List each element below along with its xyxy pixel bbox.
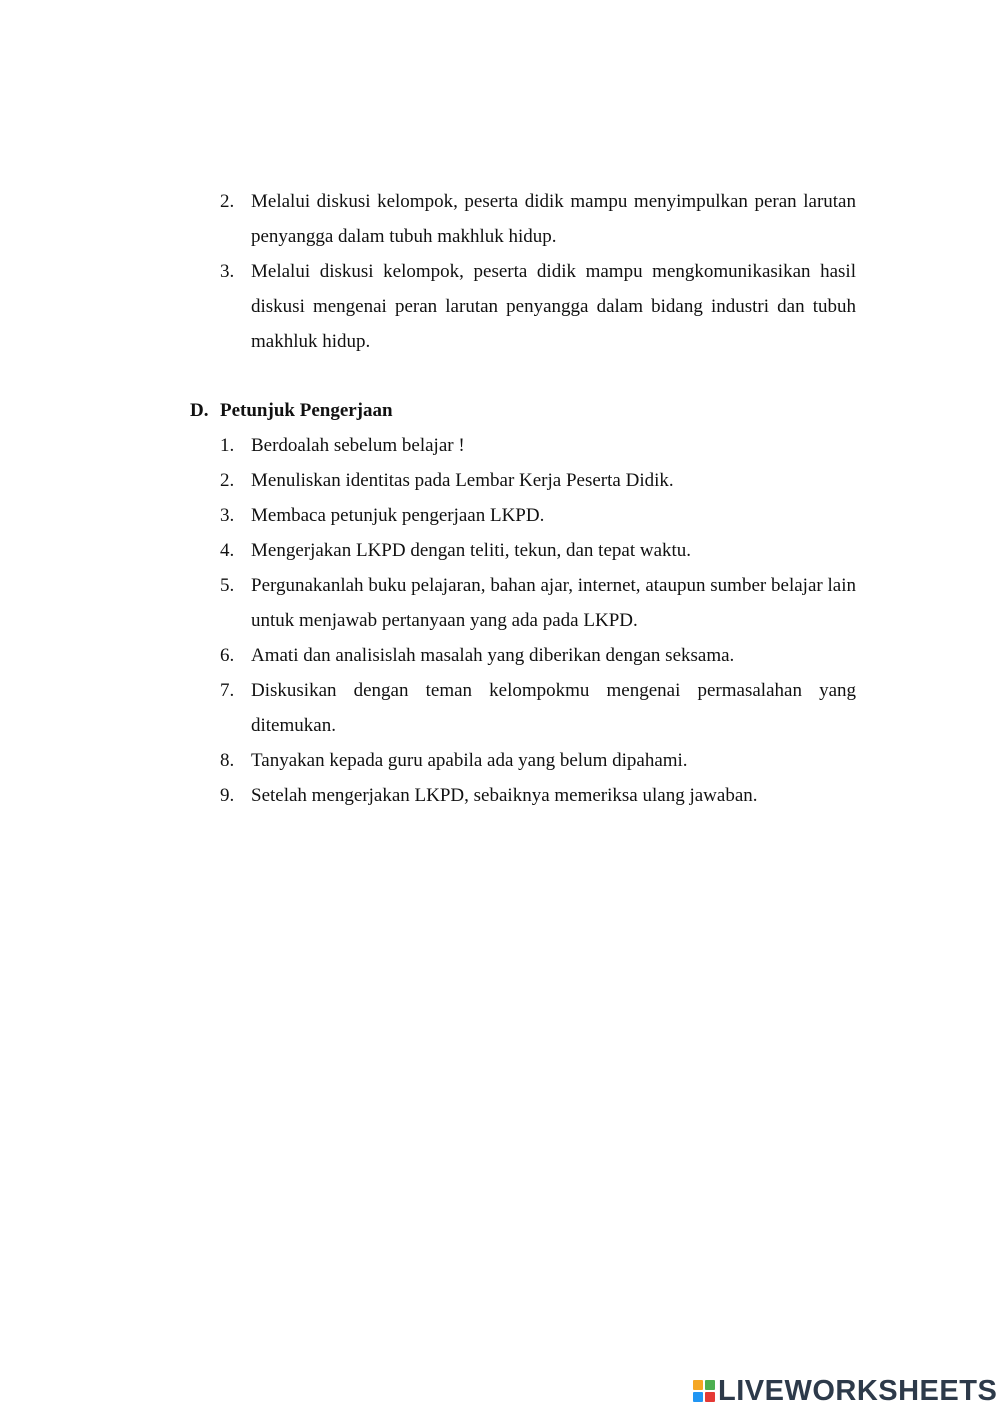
objectives-list	[220, 184, 856, 359]
list-item	[220, 498, 856, 533]
item-number: 3.	[220, 261, 235, 282]
logo-icon	[693, 1380, 715, 1402]
logo-square	[705, 1392, 715, 1402]
list-item	[220, 463, 856, 498]
instructions-list	[220, 428, 856, 813]
item-number: 8.	[220, 750, 235, 771]
logo-square	[693, 1380, 703, 1390]
item-text: Melalui diskusi kelompok, peserta didik mampu mengkomunikasikan hasil diskusi mengenai peran larutan penyangga dalam bidang industri dan tubuh makhluk hidup.	[251, 261, 856, 352]
section-heading	[190, 393, 393, 428]
item-text: Pergunakanlah buku pelajaran, bahan ajar, internet, ataupun sumber belajar lain untuk menjawab pertanyaan yang ada pada LKPD.	[251, 575, 856, 631]
list-item	[220, 533, 856, 568]
list-item	[220, 638, 856, 673]
liveworksheets-logo	[693, 1376, 997, 1406]
item-number: 3.	[220, 505, 235, 526]
logo-square	[693, 1392, 703, 1402]
item-text: Melalui diskusi kelompok, peserta didik mampu menyimpulkan peran larutan penyangga dalam tubuh makhluk hidup.	[251, 191, 856, 247]
item-text: Tanyakan kepada guru apabila ada yang belum dipahami.	[251, 750, 688, 771]
list-item	[220, 568, 856, 638]
item-number: 1.	[220, 435, 235, 456]
list-item	[220, 743, 856, 778]
item-text: Membaca petunjuk pengerjaan LKPD.	[251, 505, 545, 526]
item-number: 2.	[220, 470, 235, 491]
item-number: 5.	[220, 575, 235, 596]
item-number: 9.	[220, 785, 235, 806]
logo-square	[705, 1380, 715, 1390]
item-text: Berdoalah sebelum belajar !	[251, 435, 465, 456]
item-text: Amati dan analisislah masalah yang diberikan dengan seksama.	[251, 645, 735, 666]
item-text: Setelah mengerjakan LKPD, sebaiknya memeriksa ulang jawaban.	[251, 785, 758, 806]
list-item	[220, 673, 856, 743]
section-title: Petunjuk Pengerjaan	[220, 400, 393, 421]
item-text: Diskusikan dengan teman kelompokmu mengenai permasalahan yang ditemukan.	[251, 680, 856, 736]
item-number: 2.	[220, 191, 235, 212]
item-number: 6.	[220, 645, 235, 666]
brand-name: LIVEWORKSHEETS	[718, 1374, 998, 1407]
item-text: Menuliskan identitas pada Lembar Kerja Peserta Didik.	[251, 470, 674, 491]
item-number: 4.	[220, 540, 235, 561]
list-item	[220, 184, 856, 254]
list-item	[220, 778, 856, 813]
list-item	[220, 428, 856, 463]
item-text: Mengerjakan LKPD dengan teliti, tekun, dan tepat waktu.	[251, 540, 692, 561]
section-letter: D.	[190, 400, 209, 421]
item-number: 7.	[220, 680, 235, 701]
list-item	[220, 254, 856, 359]
